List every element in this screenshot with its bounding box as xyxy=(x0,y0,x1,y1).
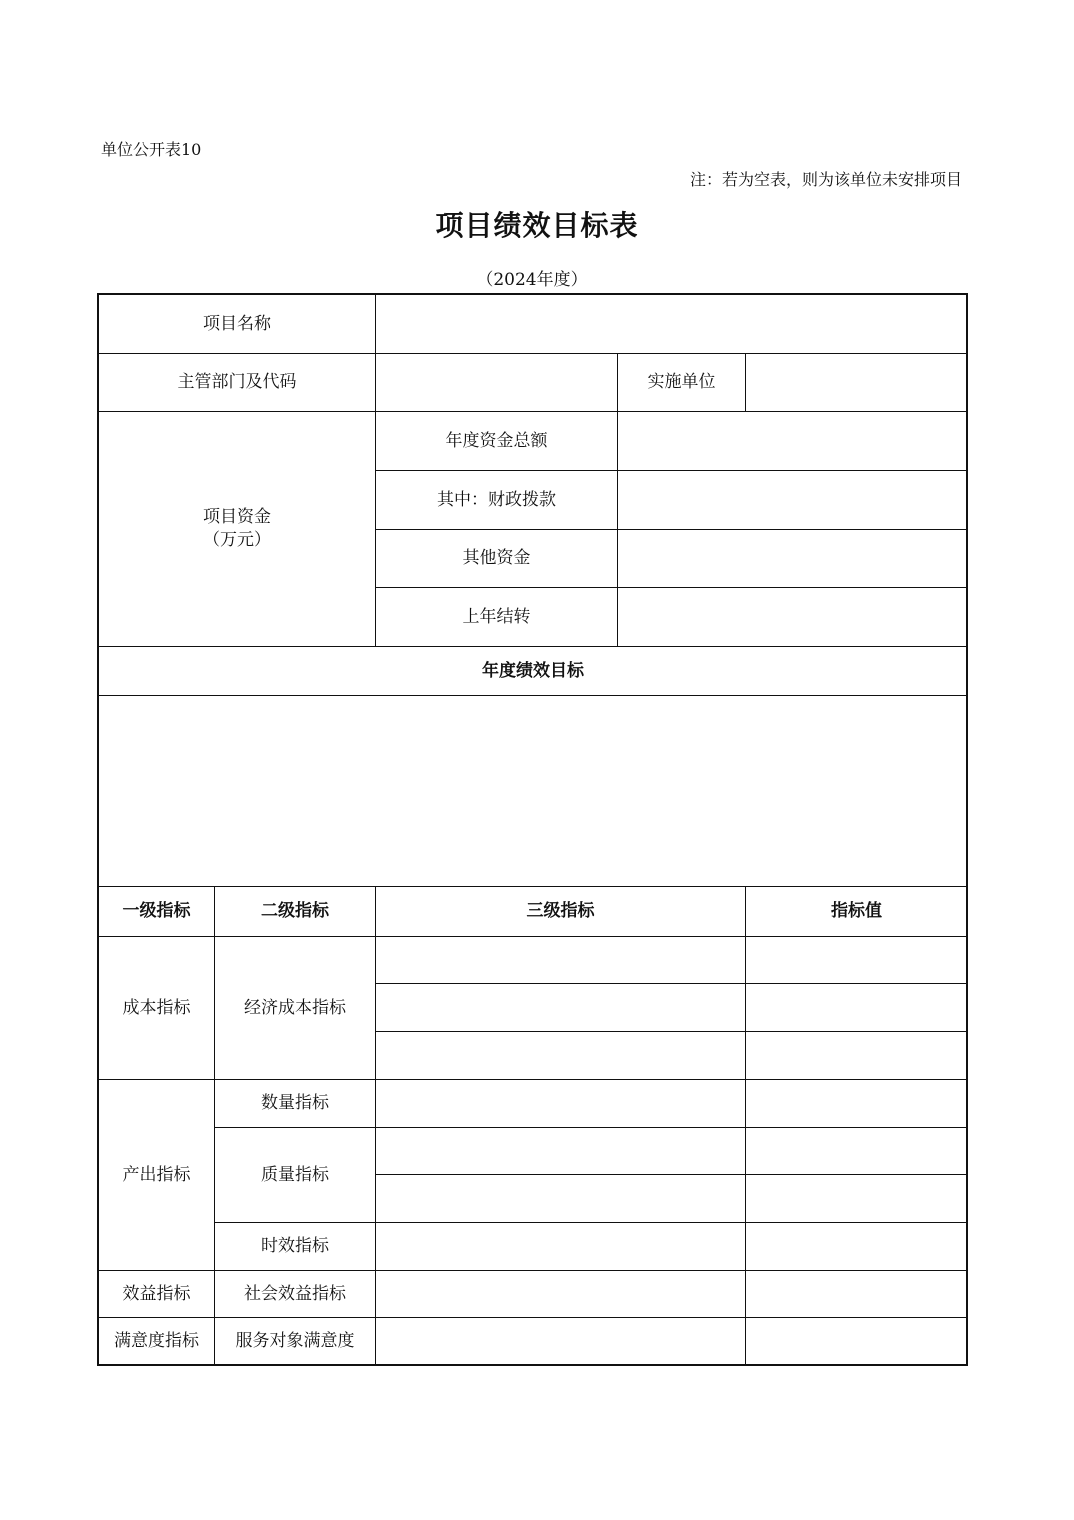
fiscal-label: 其中：财政拨款 xyxy=(375,470,618,530)
col-header-level1: 一级指标 xyxy=(98,886,215,937)
level2-quality: 质量指标 xyxy=(214,1127,376,1223)
level2-service-satisfaction: 服务对象满意度 xyxy=(214,1317,376,1366)
annual-goal-label: 年度绩效目标 xyxy=(98,646,968,696)
dept-field[interactable] xyxy=(375,353,618,412)
indicator-value-field[interactable] xyxy=(745,1317,968,1366)
level3-indicator-field[interactable] xyxy=(375,936,746,984)
dept-label: 主管部门及代码 xyxy=(98,353,376,412)
col-header-value: 指标值 xyxy=(745,886,968,937)
indicator-value-field[interactable] xyxy=(745,1127,968,1175)
level1-output: 产出指标 xyxy=(98,1079,215,1271)
indicator-value-field[interactable] xyxy=(745,1079,968,1128)
form-id: 单位公开表10 xyxy=(101,140,202,159)
level2-quantity: 数量指标 xyxy=(214,1079,376,1128)
indicator-value-field[interactable] xyxy=(745,1270,968,1318)
carryover-field[interactable] xyxy=(617,587,968,647)
annual-total-field[interactable] xyxy=(617,411,968,471)
level1-satisfaction: 满意度指标 xyxy=(98,1317,215,1366)
indicator-value-field[interactable] xyxy=(745,983,968,1032)
annual-total-label: 年度资金总额 xyxy=(375,411,618,471)
carryover-label: 上年结转 xyxy=(375,587,618,647)
impl-unit-label: 实施单位 xyxy=(617,353,746,412)
level1-cost: 成本指标 xyxy=(98,936,215,1080)
project-name-field[interactable] xyxy=(375,294,968,354)
fiscal-field[interactable] xyxy=(617,470,968,530)
indicator-value-field[interactable] xyxy=(745,1031,968,1080)
level2-social-benefit: 社会效益指标 xyxy=(214,1270,376,1318)
indicator-value-field[interactable] xyxy=(745,1222,968,1271)
level3-indicator-field[interactable] xyxy=(375,1127,746,1175)
level3-indicator-field[interactable] xyxy=(375,1270,746,1318)
level3-indicator-field[interactable] xyxy=(375,1079,746,1128)
annual-goal-field[interactable] xyxy=(98,695,968,887)
col-header-level3: 三级指标 xyxy=(375,886,746,937)
level3-indicator-field[interactable] xyxy=(375,1031,746,1080)
page-title: 项目绩效目标表 xyxy=(435,209,639,242)
level3-indicator-field[interactable] xyxy=(375,1222,746,1271)
level2-timeliness: 时效指标 xyxy=(214,1222,376,1271)
level3-indicator-field[interactable] xyxy=(375,983,746,1032)
col-header-level2: 二级指标 xyxy=(214,886,376,937)
level2-economic-cost: 经济成本指标 xyxy=(214,936,376,1080)
impl-unit-field[interactable] xyxy=(745,353,968,412)
note-text: 注：若为空表，则为该单位未安排项目 xyxy=(689,170,962,189)
other-funds-label: 其他资金 xyxy=(375,529,618,588)
funds-label: 项目资金 （万元） xyxy=(98,411,376,647)
indicator-value-field[interactable] xyxy=(745,1174,968,1223)
indicator-value-field[interactable] xyxy=(745,936,968,984)
year-label: （2024年度） xyxy=(476,270,588,290)
other-funds-field[interactable] xyxy=(617,529,968,588)
level3-indicator-field[interactable] xyxy=(375,1317,746,1366)
project-name-label: 项目名称 xyxy=(98,294,376,354)
level3-indicator-field[interactable] xyxy=(375,1174,746,1223)
level1-benefit: 效益指标 xyxy=(98,1270,215,1318)
